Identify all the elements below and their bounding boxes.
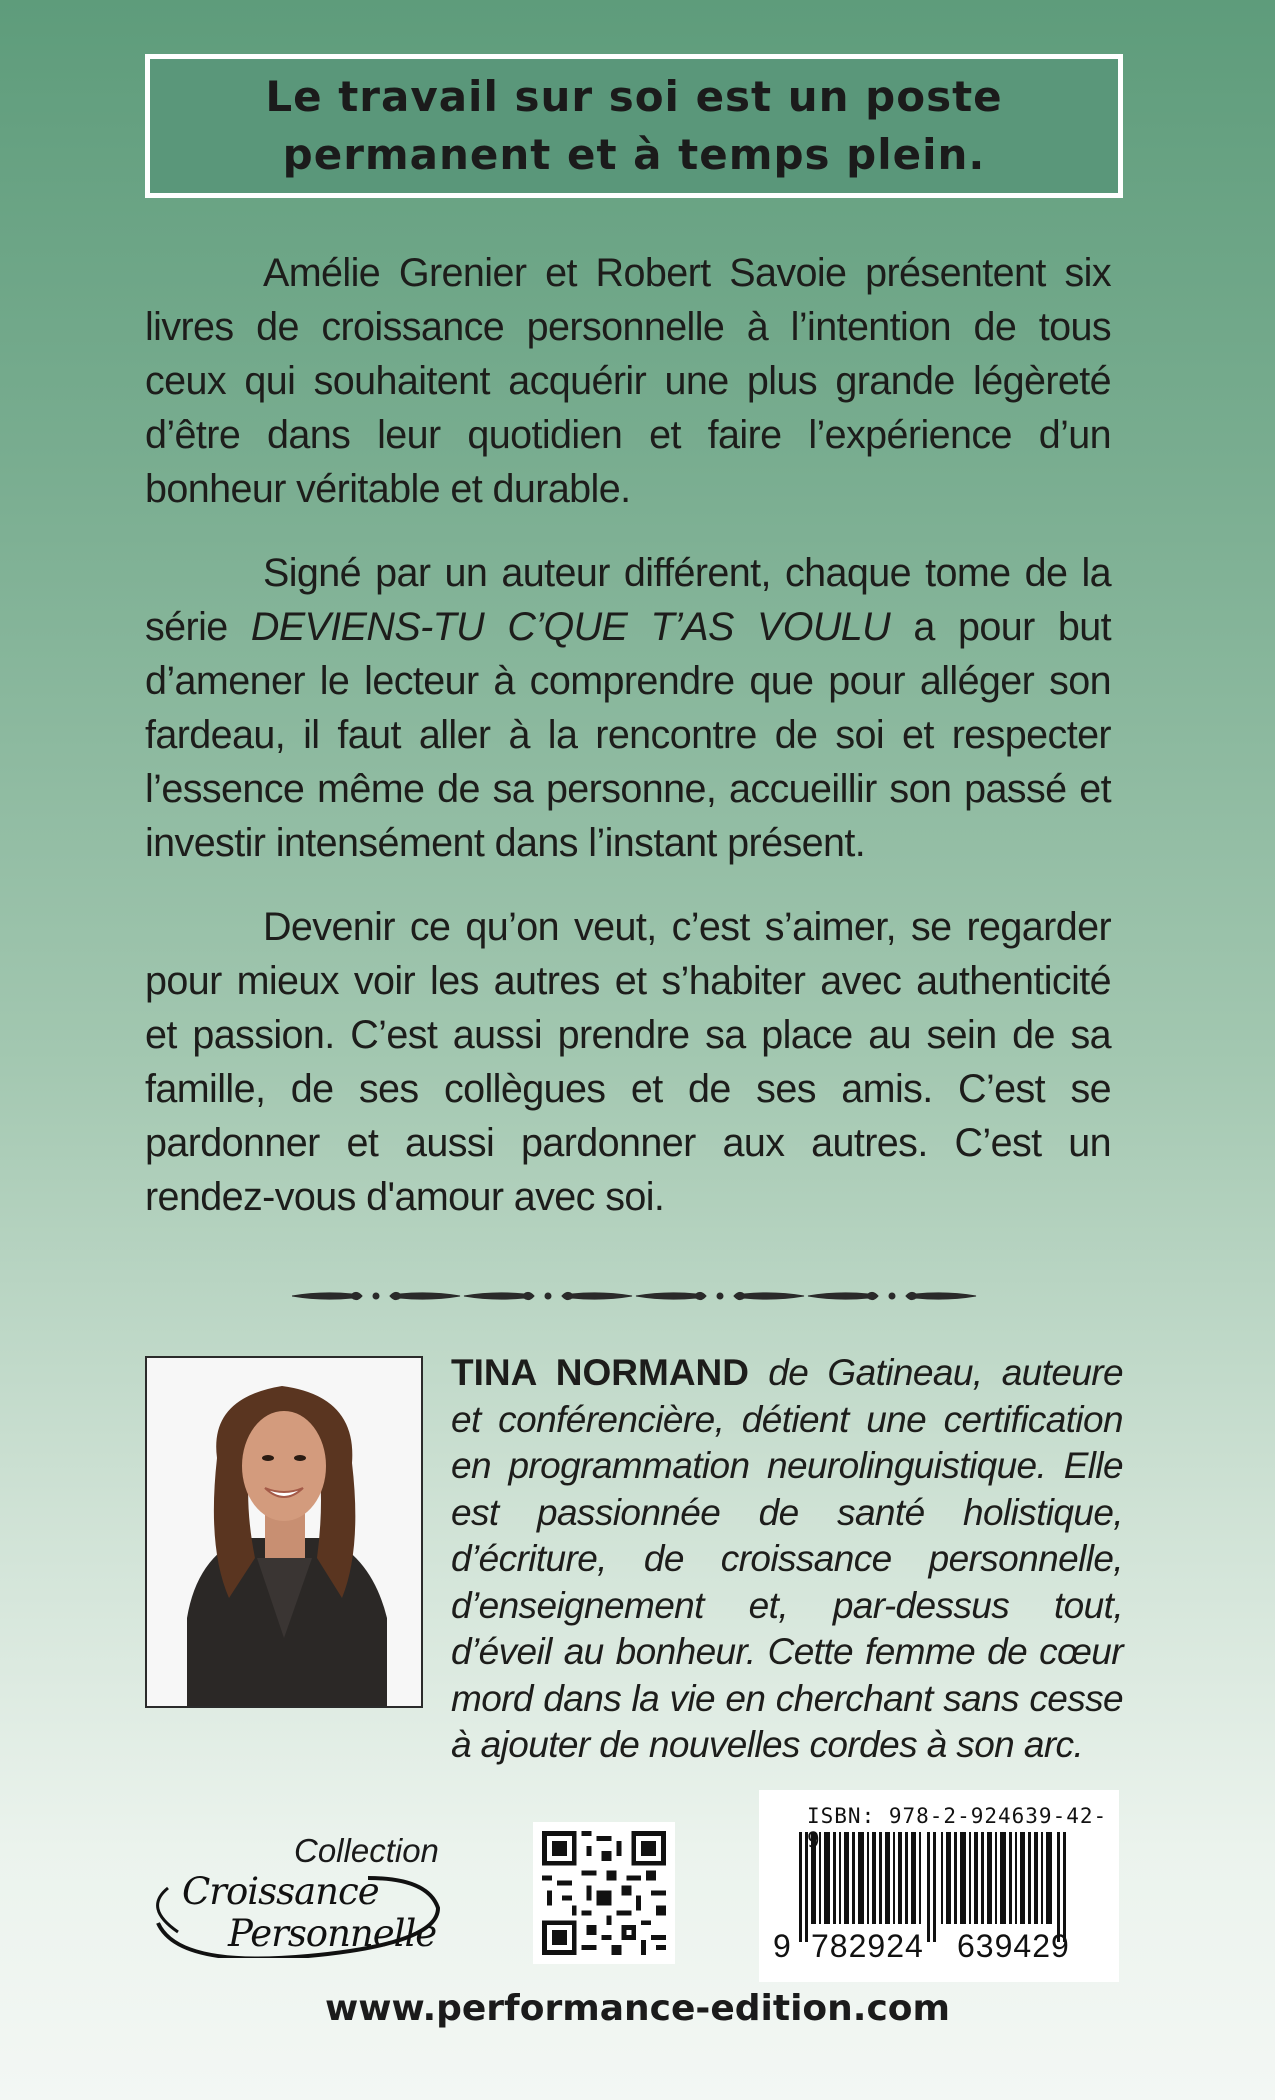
author-photo	[145, 1356, 423, 1708]
ornament-segment-3	[636, 1292, 804, 1299]
author-bio-text: de Gatineau, auteure et conférencière, détient une certification en programmation neurolinguistique. Elle est passionnée de santé holistique, d’écriture, de croissance personnelle, d’enseignement et, par-dessus tout, d’éveil au bonheur. Cette femme de cœur mord dans la vie en cherchant sans cesse à ajouter de nouvelles cordes à son arc.	[451, 1352, 1123, 1765]
logo-word-croissance: Croissance	[182, 1870, 379, 1913]
isbn-barcode	[759, 1790, 1119, 1982]
description	[145, 246, 1111, 1254]
tagline: Le travail sur soi est un poste permanent et à temps plein.	[265, 72, 1003, 179]
tagline-box	[145, 54, 1123, 198]
portrait-face	[242, 1411, 326, 1521]
paragraph-3: Devenir ce qu’on veut, c’est s’aimer, se regarder pour mieux voir les autres et s’habiter avec authenticité et passion. C’est aussi prendre sa place au sein de sa famille, de ses collègues et de ses amis. C’est se pardonner et aussi pardonner aux autres. C’est un rendez-vous d'amour avec soi.	[145, 905, 1111, 1219]
ean-left-group: 782924	[811, 1928, 924, 1964]
ornament-segment-1	[292, 1292, 460, 1299]
ean-right-group: 639429	[957, 1928, 1070, 1964]
isbn-label: ISBN: 978-2-924639-42-	[807, 1804, 1108, 1828]
author-portrait-image	[147, 1358, 421, 1706]
author-name: TINA NORMAND	[451, 1352, 749, 1393]
qr-code[interactable]	[533, 1822, 675, 1964]
ornament-segment-4	[808, 1292, 976, 1299]
author-bio	[451, 1350, 1123, 1769]
qr-code-icon	[542, 1831, 666, 1955]
paragraph-2-end: a pour but d’amener le lecteur à comprendre que pour alléger son fardeau, il faut aller à la rencontre de soi et respecter l’essence même de sa personne, accueillir son passé et investir intensément dans l’instant présent.	[145, 605, 1111, 865]
website-url[interactable]: www.performance-edition.com	[324, 1988, 951, 2029]
ornament-divider	[292, 1286, 978, 1306]
series-title: DEVIENS-TU C’QUE T’AS VOULU	[250, 605, 891, 649]
logo-word-personnelle: Personnelle	[228, 1912, 437, 1955]
ornament-segment-2	[464, 1292, 632, 1299]
ean-digits	[773, 1928, 1103, 1965]
ean-first-digit: 9	[773, 1928, 792, 1964]
paragraph-1: Amélie Grenier et Robert Savoie présentent six livres de croissance personnelle à l’intention de tous ceux qui souhaitent acquérir une plus grande légèreté d’être dans leur quotidien et faire l’expérience d’un bonheur véritable et durable.	[145, 251, 1111, 511]
collection-logo	[138, 1828, 458, 1958]
barcode-icon	[799, 1832, 1079, 1942]
paragraph-2-start: Signé par un auteur différent, chaque tome de la série	[145, 551, 1111, 649]
logo-word-collection: Collection	[294, 1832, 439, 1869]
paragraph-2	[145, 546, 1111, 870]
